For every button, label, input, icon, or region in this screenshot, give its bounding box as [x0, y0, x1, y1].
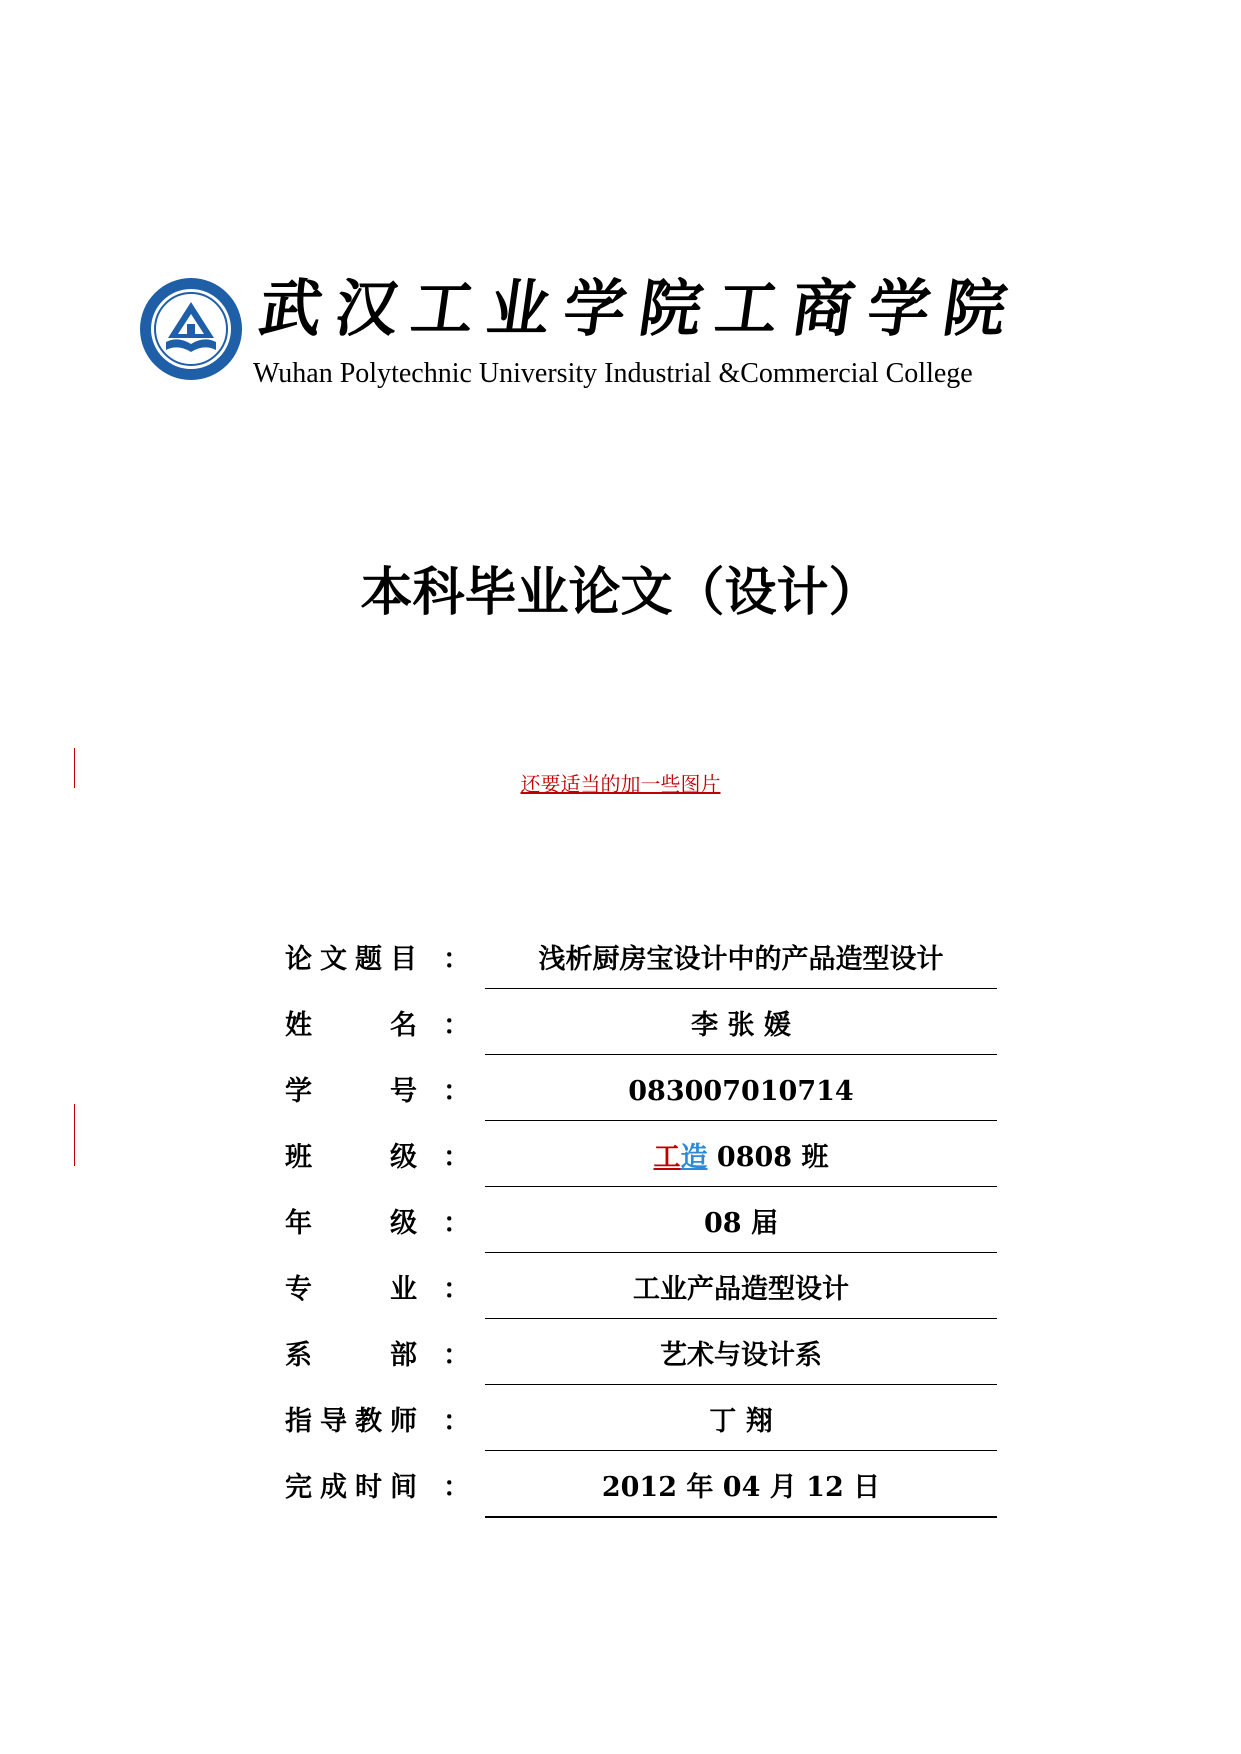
- revision-change-marker: [74, 1104, 75, 1166]
- info-underline: [485, 1120, 997, 1121]
- info-row-thesis-title: [285, 932, 999, 998]
- info-underline: [485, 1054, 997, 1055]
- info-colon: ：: [443, 1406, 470, 1437]
- info-value-completion-date: 2012 年 04 月 12 日: [601, 1472, 881, 1503]
- info-label: 班 级: [285, 1142, 417, 1173]
- info-colon: ：: [443, 944, 470, 975]
- revision-comment-note: [0, 770, 1241, 798]
- info-row-name: [285, 998, 999, 1064]
- page-title: 本科毕业论文（设计）: [360, 563, 881, 623]
- info-label: 论 文 题 目: [285, 944, 417, 975]
- university-chinese-name: 武汉工业学院工商学院: [254, 272, 1026, 345]
- info-row-advisor: [285, 1394, 999, 1460]
- tracked-insertion-red: 工: [653, 1142, 681, 1173]
- info-value-thesis-title: 浅析厨房宝设计中的产品造型设计: [538, 944, 944, 975]
- info-colon: ：: [443, 1208, 470, 1239]
- info-value-name: 李 张 媛: [691, 1010, 791, 1041]
- info-value-grade: 08 届: [704, 1208, 778, 1239]
- info-label: 指 导 教 师: [285, 1406, 417, 1437]
- class-value-text: 0808 班: [707, 1142, 829, 1173]
- info-value-class: [485, 1140, 997, 1176]
- info-value-department: 艺术与设计系: [660, 1340, 822, 1371]
- info-underline: [485, 1252, 997, 1253]
- info-row-completion-date: [285, 1460, 999, 1526]
- info-underline: [485, 1384, 997, 1385]
- info-colon: ：: [443, 1142, 470, 1173]
- info-colon: ：: [443, 1472, 470, 1503]
- info-label: 专 业: [285, 1274, 417, 1305]
- info-label: 学 号: [285, 1076, 417, 1107]
- tracked-insertion-blue: 造: [680, 1142, 708, 1173]
- info-value-major: 工业产品造型设计: [633, 1274, 849, 1305]
- info-colon: ：: [443, 1010, 470, 1041]
- revision-comment-text: 还要适当的加一些图片: [520, 772, 721, 796]
- info-colon: ：: [443, 1340, 470, 1371]
- info-underline: [485, 1186, 997, 1187]
- info-underline: [485, 988, 997, 989]
- info-row-grade: [285, 1196, 999, 1262]
- info-label: 姓 名: [285, 1010, 417, 1041]
- info-row-student-id: [285, 1064, 999, 1130]
- info-colon: ：: [443, 1076, 470, 1107]
- info-underline: [485, 1450, 997, 1451]
- info-label: 系 部: [285, 1340, 417, 1371]
- university-header: [138, 272, 1026, 402]
- info-row-department: [285, 1328, 999, 1394]
- info-colon: ：: [443, 1274, 470, 1305]
- info-label: 完 成 时 间: [285, 1472, 417, 1503]
- university-seal-icon: [138, 276, 244, 382]
- university-english-name: Wuhan Polytechnic University Industrial &Commercial College: [253, 358, 973, 389]
- info-value-student-id: 083007010714: [628, 1076, 854, 1107]
- info-row-major: [285, 1262, 999, 1328]
- info-label: 年 级: [285, 1208, 417, 1239]
- thesis-info-table: [285, 932, 999, 1526]
- info-underline: [485, 1318, 997, 1319]
- info-value-advisor: 丁 翔: [709, 1406, 773, 1437]
- info-row-class: [285, 1130, 999, 1196]
- info-underline: [485, 1516, 997, 1518]
